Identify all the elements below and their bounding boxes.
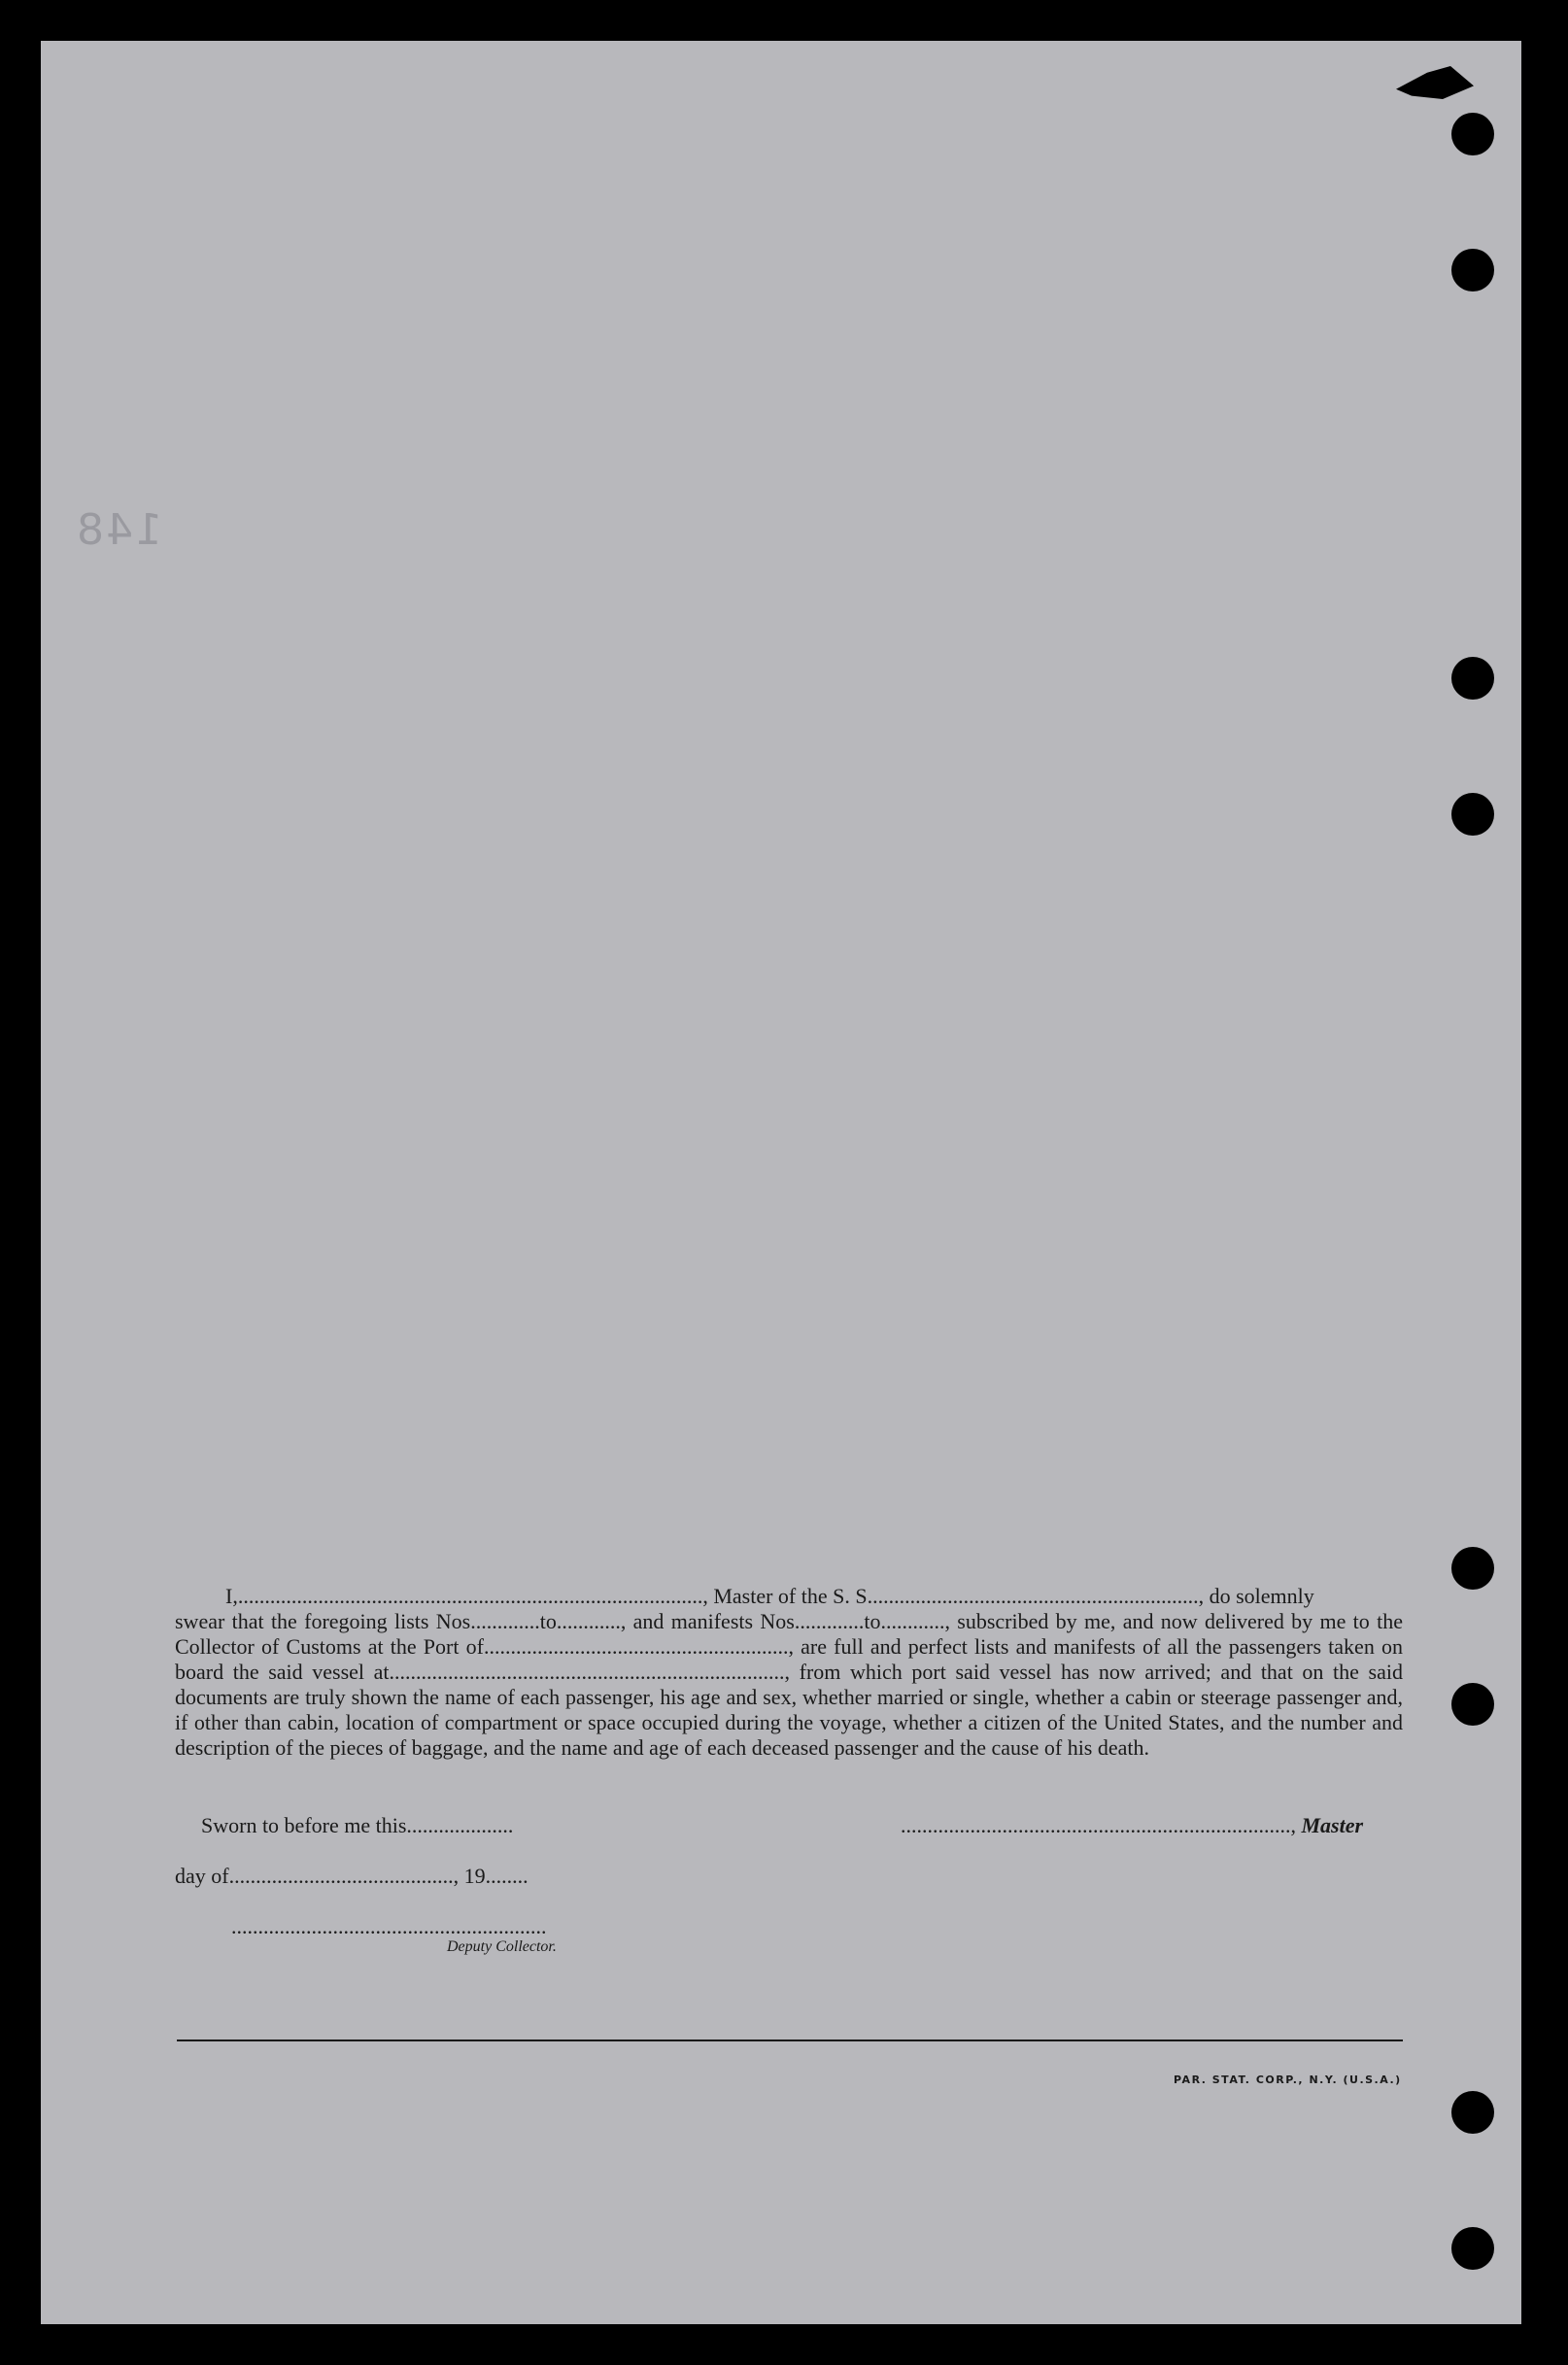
punch-hole-2 [1451,249,1494,291]
punch-hole-5 [1451,1547,1494,1590]
punch-hole-7 [1451,2091,1494,2134]
punch-hole-4 [1451,793,1494,836]
deputy-collector-label: Deputy Collector. [447,1938,557,1955]
punch-hole-3 [1451,657,1494,700]
master-label: Master [1301,1813,1364,1837]
punch-hole-1 [1451,113,1494,155]
deputy-signature-dots: ........................................................... [231,1914,547,1938]
punch-hole-6 [1451,1683,1494,1726]
oath-first-line: I,......................................................................................., Master of the S. S.............................................................., do solemnly [225,1584,1314,1608]
page-number: 148 [75,505,162,555]
torn-corner-mark [1396,66,1474,99]
punch-hole-8 [1451,2227,1494,2270]
master-signature-line [901,1813,1363,1838]
horizontal-rule [177,2039,1403,2041]
master-dots: ........................................................................., [901,1813,1302,1837]
document-page [41,41,1521,2324]
sworn-text: Sworn to before me this.................... [201,1813,514,1837]
printer-imprint: PAR. STAT. CORP., N.Y. (U.S.A.) [1174,2074,1402,2086]
day-line: day of.........................................., 19........ [175,1864,528,1888]
oath-body: swear that the foregoing lists Nos.............to............, and manifests Nos.............to............, subscribed by me, and now delivered by me to the Collector of Customs at the Port of........................................................., are full and perfect lists and manifests of all the passengers taken on board the said vessel at.........................................................................., from which port said vessel has now arrived; and that on the said documents are truly shown the name of each passenger, his age and sex, whether married or single, whether a cabin or steerage passenger and, if other than cabin, location of compartment or space occupied during the voyage, whether a citizen of the United States, and the number and description of the pieces of baggage, and the name and age of each deceased passenger and the cause of his death. [175,1609,1403,1760]
oath-paragraph [175,1584,1403,1761]
